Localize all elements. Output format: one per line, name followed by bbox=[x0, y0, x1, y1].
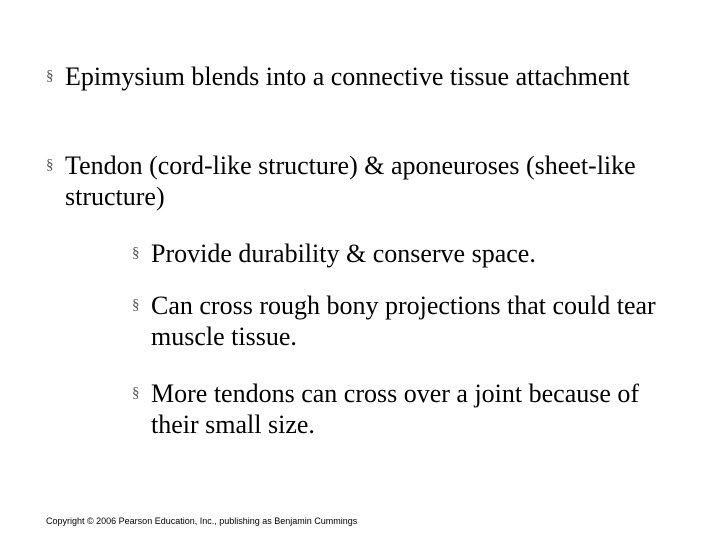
bullet-marker: § bbox=[46, 68, 54, 84]
bullet-text: Epimysium blends into a connective tissue attachment bbox=[65, 62, 630, 91]
bullet-item bbox=[46, 150, 686, 212]
sub-bullet-item bbox=[132, 238, 692, 269]
bullet-item bbox=[46, 61, 686, 92]
sub-bullet-text: Can cross rough bony projections that could tear muscle tissue. bbox=[151, 291, 656, 351]
copyright-footer: Copyright © 2006 Pearson Education, Inc., publishing as Benjamin Cummings bbox=[46, 516, 358, 526]
sub-bullet-item bbox=[132, 290, 692, 352]
sub-bullet-marker: § bbox=[132, 385, 140, 401]
sub-bullet-item bbox=[132, 378, 692, 440]
sub-bullet-text: More tendons can cross over a joint because of their small size. bbox=[151, 379, 640, 439]
sub-bullet-text: Provide durability & conserve space. bbox=[151, 239, 536, 268]
sub-bullet-marker: § bbox=[132, 297, 140, 313]
sub-bullet-marker: § bbox=[132, 245, 140, 261]
bullet-marker: § bbox=[46, 157, 54, 173]
bullet-text: Tendon (cord-like structure) & aponeuroses (sheet-like structure) bbox=[65, 151, 636, 211]
